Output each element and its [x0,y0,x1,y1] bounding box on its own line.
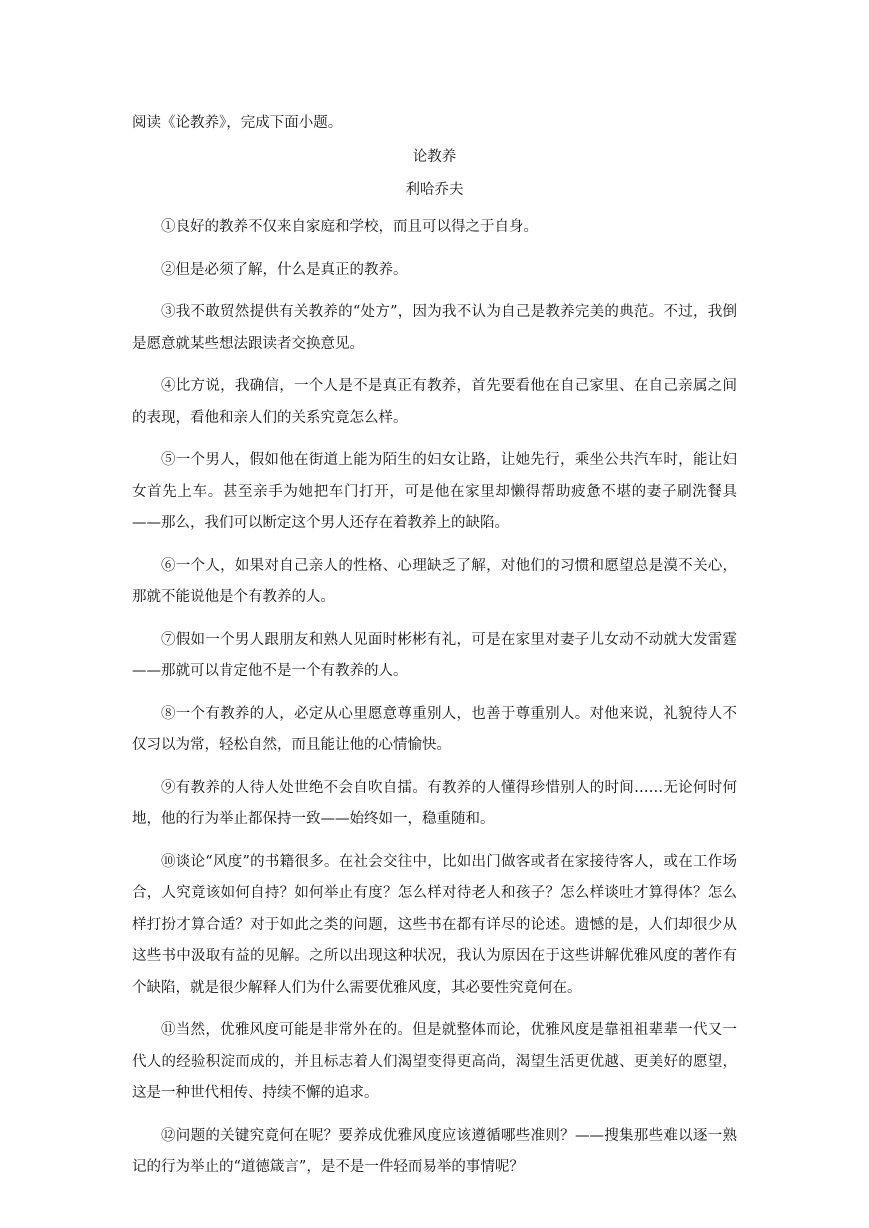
paragraph-2: ②但是必须了解，什么是真正的教养。 [161,261,408,278]
paragraph-8: ⑧一个有教养的人，必定从心里愿意尊重别人，也善于尊重别人。对他来说，礼貌待人不仅习以为常，轻松自然，而且能让他的心情愉快。 [132,705,737,753]
paragraph-12: ⑫问题的关键究竟何在呢？要养成优雅风度应该遵循哪些准则？——搜集那些难以逐一熟记的行为举止的“道德箴言”，是不是一件轻而易举的事情呢？ [132,1127,737,1175]
paragraph-10: ⑩谈论“风度”的书籍很多。在社会交往中，比如出门做客或者在家接待客人，或在工作场合，人究竟该如何自持？如何举止有度？怎么样对待老人和孩子？怎么样谈吐才算得体？怎么样打扮才算合适？对于如此之类的问题，这些书在都有详尽的论述。遗憾的是，人们却很少从这些书中汲取有益的见解。之所以出现这种状况，我认为原因在于这些讲解优雅风度的著作有个缺陷，就是很少解释人们为什么需要优雅风度，其必要性究竟何在。 [132,853,737,996]
reading-instruction: 阅读《论教养》，完成下面小题。 [132,115,343,131]
article-author: 利哈乔夫 [405,182,464,198]
paragraph-11: ⑪当然，优雅风度可能是非常外在的。但是就整体而论，优雅风度是靠祖祖辈辈一代又一代人的经验积淀而成的，并且标志着人们渴望变得更高尚，渴望生活更优越、更美好的愿望，这是一种世代相传、持续不懈的追求。 [132,1022,737,1101]
paragraph-4: ④比方说，我确信，一个人是不是真正有教养，首先要看他在自己家里、在自己亲属之间的表现，看他和亲人们的关系究竟怎么样。 [132,378,737,426]
paragraph-5: ⑤一个男人，假如他在街道上能为陌生的妇女让路，让她先行，乘坐公共汽车时，能让妇女首先上车。甚至亲手为她把车门打开，可是他在家里却懒得帮助疲惫不堪的妻子刷洗餐具——那么，我们可以断定这个男人还存在着教养上的缺陷。 [132,452,737,531]
article-title: 论教养 [412,149,457,165]
paragraph-7: ⑦假如一个男人跟朋友和熟人见面时彬彬有礼，可是在家里对妻子儿女动不动就大发雷霆——那就可以肯定他不是一个有教养的人。 [132,631,737,679]
paragraph-9: ⑨有教养的人待人处世绝不会自吹自擂。有教养的人懂得珍惜别人的时间……无论何时何地，他的行为举止都保持一致——始终如一，稳重随和。 [132,779,737,827]
paragraph-6: ⑥一个人，如果对自己亲人的性格、心理缺乏了解，对他们的习惯和愿望总是漠不关心，那就不能说他是个有教养的人。 [132,557,737,605]
paragraph-1: ①良好的教养不仅来自家庭和学校，而且可以得之于自身。 [161,219,538,235]
paragraph-3: ③我不敢贸然提供有关教养的“处方”，因为我不认为自己是教养完美的典范。不过，我倒是愿意就某些想法跟读者交换意见。 [132,304,737,352]
